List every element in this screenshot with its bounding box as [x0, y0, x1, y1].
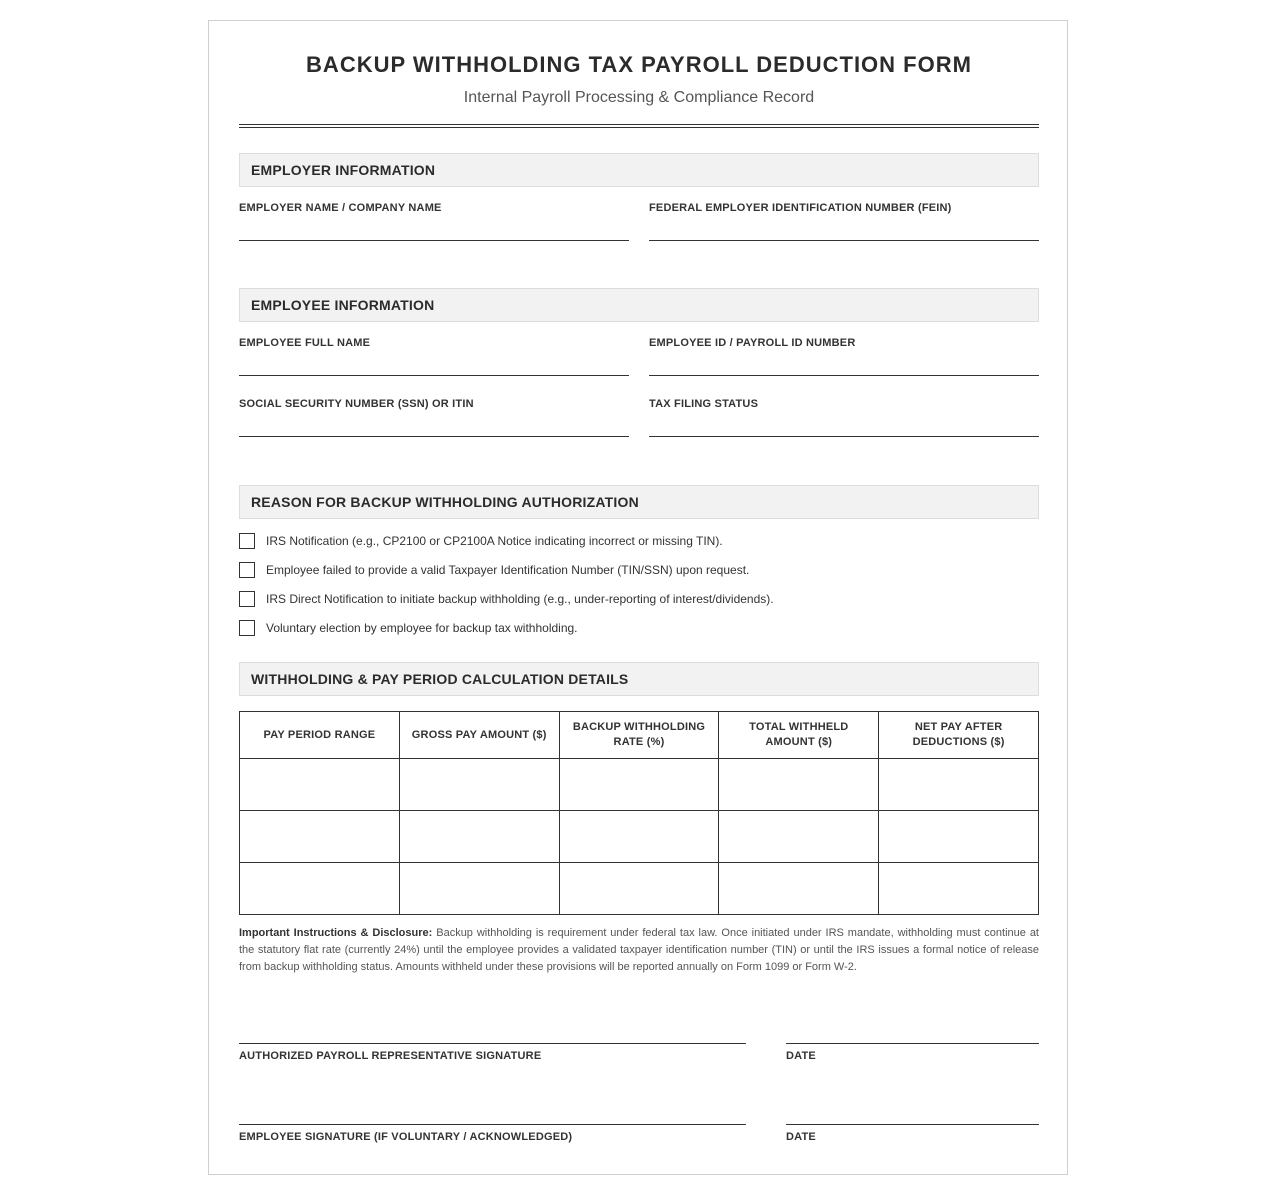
table-row — [240, 811, 1039, 863]
column-header-pay-period: PAY PERIOD RANGE — [240, 712, 400, 759]
column-header-withholding-rate: BACKUP WITHHOLDING RATE (%) — [559, 712, 719, 759]
tax-filing-status-label: TAX FILING STATUS — [649, 398, 759, 410]
employer-fein-field[interactable] — [649, 202, 1039, 214]
employee-id-label: EMPLOYEE ID / PAYROLL ID NUMBER — [649, 337, 856, 349]
table-cell[interactable] — [559, 811, 719, 863]
section-reason-header: REASON FOR BACKUP WITHHOLDING AUTHORIZATION — [239, 485, 1039, 519]
employer-name-line[interactable] — [239, 240, 629, 241]
table-cell[interactable] — [240, 759, 400, 811]
table-cell[interactable] — [879, 811, 1039, 863]
table-cell[interactable] — [399, 811, 559, 863]
form-subtitle: Internal Payroll Processing & Compliance Record — [463, 89, 815, 106]
form-sheet — [208, 20, 1068, 1175]
reason-option-label: Voluntary election by employee for backup tax withholding. — [266, 621, 578, 635]
employer-name-field[interactable] — [239, 202, 629, 214]
calculation-table — [239, 711, 1039, 915]
section-employer-header: EMPLOYER INFORMATION — [239, 153, 1039, 187]
form-title: BACKUP WITHHOLDING TAX PAYROLL DEDUCTION FORM — [306, 52, 972, 77]
reason-option-label: IRS Direct Notification to initiate backup withholding (e.g., under-reporting of interest/dividends). — [266, 592, 774, 606]
rep-signature-label: AUTHORIZED PAYROLL REPRESENTATIVE SIGNATURE — [239, 1050, 542, 1062]
table-row — [240, 863, 1039, 915]
reason-option-irs-notification[interactable] — [239, 533, 1039, 551]
table-cell[interactable] — [559, 863, 719, 915]
reason-option-irs-direct[interactable] — [239, 591, 1039, 609]
employee-id-field[interactable] — [649, 337, 1039, 349]
column-header-total-withheld: TOTAL WITHHELD AMOUNT ($) — [719, 712, 879, 759]
table-cell[interactable] — [399, 759, 559, 811]
reason-checkbox[interactable] — [239, 591, 255, 607]
employee-ssn-field[interactable] — [239, 398, 629, 410]
employer-fein-label: FEDERAL EMPLOYER IDENTIFICATION NUMBER (FEIN) — [649, 202, 952, 214]
table-cell[interactable] — [559, 759, 719, 811]
employer-name-label: EMPLOYER NAME / COMPANY NAME — [239, 202, 442, 214]
employee-ssn-line[interactable] — [239, 436, 629, 437]
reason-checkbox[interactable] — [239, 620, 255, 636]
table-cell[interactable] — [399, 863, 559, 915]
table-cell[interactable] — [240, 863, 400, 915]
reason-checkbox[interactable] — [239, 533, 255, 549]
rep-date-label: DATE — [786, 1050, 816, 1062]
table-cell[interactable] — [240, 811, 400, 863]
table-header-row — [240, 712, 1039, 759]
employer-fein-line[interactable] — [649, 240, 1039, 241]
employee-signature-label: EMPLOYEE SIGNATURE (IF VOLUNTARY / ACKNOWLEDGED) — [239, 1131, 573, 1143]
column-header-gross-pay: GROSS PAY AMOUNT ($) — [399, 712, 559, 759]
employee-full-name-line[interactable] — [239, 375, 629, 376]
employee-signature-line[interactable] — [239, 1124, 746, 1125]
instructions-body: Backup withholding is requirement under federal tax law. Once initiated under IRS mandate, withholding must continue at the statutory flat rate (currently 24%) until the employee provides a validated taxpayer identification number (TIN) or until the IRS issues a formal notice of release from backup withholding status. Amounts withheld under these provisions will be reported annually on Form 1099 or Form W-2. — [239, 927, 1039, 973]
column-header-net-pay: NET PAY AFTER DEDUCTIONS ($) — [879, 712, 1039, 759]
employee-date-line[interactable] — [786, 1124, 1039, 1125]
reason-checkbox[interactable] — [239, 562, 255, 578]
tax-filing-status-field[interactable] — [649, 398, 1039, 410]
table-cell[interactable] — [719, 759, 879, 811]
table-cell[interactable] — [719, 863, 879, 915]
reason-option-voluntary[interactable] — [239, 620, 1039, 638]
reason-option-label: Employee failed to provide a valid Taxpayer Identification Number (TIN/SSN) upon request. — [266, 563, 750, 577]
section-calculation-header: WITHHOLDING & PAY PERIOD CALCULATION DETAILS — [239, 662, 1039, 696]
employee-ssn-label: SOCIAL SECURITY NUMBER (SSN) OR ITIN — [239, 398, 474, 410]
employee-full-name-label: EMPLOYEE FULL NAME — [239, 337, 371, 349]
header-divider — [239, 124, 1039, 128]
rep-date-line[interactable] — [786, 1043, 1039, 1044]
rep-signature-line[interactable] — [239, 1043, 746, 1044]
employee-date-label: DATE — [786, 1131, 816, 1143]
instructions-lead: Important Instructions & Disclosure: — [239, 927, 433, 939]
tax-filing-status-line[interactable] — [649, 436, 1039, 437]
table-cell[interactable] — [719, 811, 879, 863]
employee-id-line[interactable] — [649, 375, 1039, 376]
reason-option-invalid-tin[interactable] — [239, 562, 1039, 580]
table-cell[interactable] — [879, 863, 1039, 915]
section-employee-header: EMPLOYEE INFORMATION — [239, 288, 1039, 322]
reason-option-label: IRS Notification (e.g., CP2100 or CP2100A Notice indicating incorrect or missing TIN). — [266, 534, 723, 548]
instructions-disclosure — [239, 925, 1039, 976]
table-row — [240, 759, 1039, 811]
table-cell[interactable] — [879, 759, 1039, 811]
employee-full-name-field[interactable] — [239, 337, 629, 349]
